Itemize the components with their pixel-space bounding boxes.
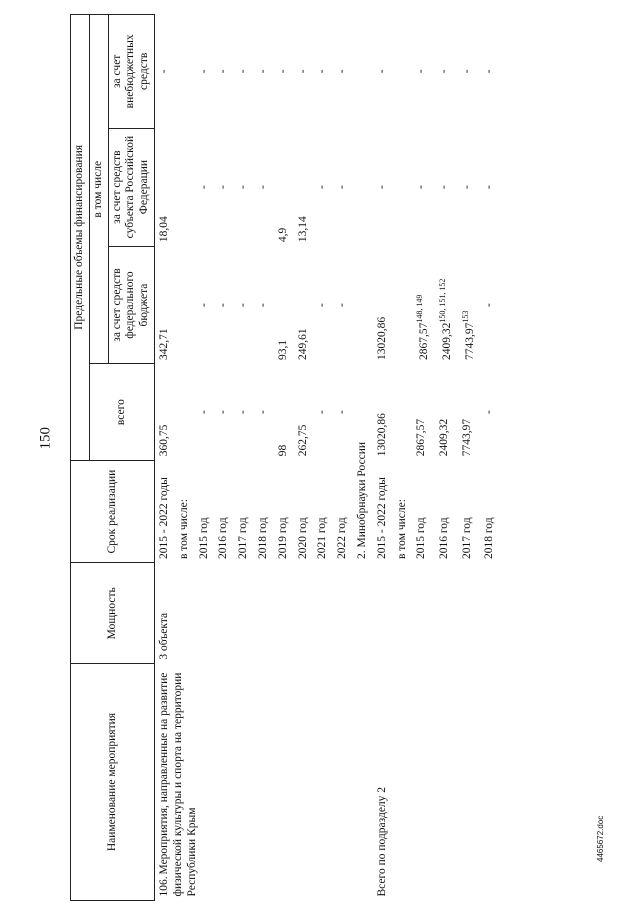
- footer-doc-name: 4465672.doc: [596, 815, 605, 862]
- item-regional: 18,04: [157, 216, 170, 243]
- year-extrabudget: -: [415, 69, 428, 74]
- year-regional: -: [237, 185, 250, 190]
- item-capacity: 3 объекта: [157, 612, 170, 660]
- year-extrabudget: -: [460, 69, 473, 74]
- year-federal: 93,1: [276, 339, 289, 360]
- year-federal: 2409,32$^{150, 151, 152}$: [437, 278, 453, 360]
- item-name: Мероприятия, направленные на развитие физической культуры и спорта на территории Республики Крым: [157, 672, 198, 897]
- year-total: 7743,97: [460, 418, 473, 457]
- year-regional: -: [483, 185, 496, 190]
- subtotal-regional: -: [375, 185, 388, 190]
- year-regional: -: [336, 185, 349, 190]
- table-container: [70, 14, 590, 901]
- year-extrabudget: -: [237, 69, 250, 74]
- year-regional: -: [316, 185, 329, 190]
- including-label: в том числе:: [177, 499, 190, 559]
- year-total: -: [483, 410, 496, 415]
- year-extrabudget: -: [483, 69, 496, 74]
- year-total: 2867,57: [415, 418, 428, 457]
- item-extrabudget: -: [157, 69, 170, 74]
- header-term: Срок реализации: [71, 460, 155, 563]
- rotated-table-frame: [70, 14, 590, 901]
- subtotal-total: 13020,86: [375, 413, 388, 457]
- year-federal: 7743,97$^{153}$: [460, 310, 476, 360]
- year-regional: -: [437, 185, 450, 190]
- year-label: 2018 год: [256, 517, 269, 559]
- year-federal: -: [256, 303, 269, 307]
- header-capacity: Мощность: [71, 563, 155, 664]
- header-extrabudget: за счет внебюджетных средств: [108, 15, 154, 129]
- year-label: 2022 год: [336, 517, 349, 559]
- year-total: -: [256, 410, 269, 415]
- year-total: 98: [276, 444, 289, 457]
- year-regional: 13,14: [296, 216, 309, 243]
- item-term: 2015 - 2022 годы: [157, 477, 170, 559]
- year-federal: -: [217, 303, 230, 307]
- year-total: -: [217, 410, 230, 415]
- year-federal: -: [316, 303, 329, 307]
- header-regional: за счет средств субъекта Российской Федерации: [108, 128, 154, 246]
- table-row: [353, 15, 373, 901]
- item-number: 106.: [157, 876, 170, 897]
- year-regional: -: [415, 185, 428, 190]
- item-federal: 342,71: [157, 328, 170, 360]
- year-extrabudget: -: [197, 69, 210, 74]
- year-label: 2018 год: [483, 517, 496, 559]
- year-label: 2017 год: [460, 517, 473, 559]
- header-funding-group: Предельные объемы финансирования: [71, 15, 90, 461]
- year-extrabudget: -: [296, 69, 309, 74]
- year-extrabudget: -: [316, 69, 329, 74]
- ministry-label: 2. Минобрнауки России: [355, 441, 368, 559]
- subtotal-name: Всего по подразделу 2: [375, 786, 388, 897]
- year-total: 262,75: [296, 424, 309, 457]
- item-106-name-cell: [154, 664, 352, 901]
- year-total: -: [336, 410, 349, 415]
- subtotal-term: 2015 - 2022 годы: [375, 477, 388, 559]
- year-regional: -: [256, 185, 269, 190]
- page-number: 150: [37, 427, 54, 450]
- year-extrabudget: -: [437, 69, 450, 74]
- year-federal: 249,61: [296, 328, 309, 360]
- year-label: 2021 год: [316, 517, 329, 559]
- year-total: -: [197, 410, 210, 415]
- year-label: 2015 год: [197, 517, 210, 559]
- year-extrabudget: -: [336, 69, 349, 74]
- year-federal: -: [336, 303, 349, 307]
- footnote-ref: 150, 151, 152: [437, 278, 447, 323]
- footnote-ref: 153: [460, 310, 470, 323]
- table-row: [154, 15, 174, 901]
- year-label: 2019 год: [276, 517, 289, 559]
- header-total: всего: [89, 364, 154, 460]
- year-regional: -: [460, 185, 473, 190]
- year-federal: -: [237, 303, 250, 307]
- header-federal: за счет средств федерального бюджета: [108, 246, 154, 364]
- year-extrabudget: -: [256, 69, 269, 74]
- year-label: 2015 год: [415, 517, 428, 559]
- year-regional: -: [217, 185, 230, 190]
- year-label: 2020 год: [296, 517, 309, 559]
- year-federal: -: [483, 303, 496, 307]
- year-regional: -: [197, 185, 210, 190]
- year-extrabudget: -: [217, 69, 230, 74]
- year-extrabudget: -: [276, 69, 289, 74]
- subtotal-federal: 13020,86: [375, 316, 388, 360]
- table-row: [373, 15, 393, 901]
- header-name: Наименование мероприятия: [71, 664, 155, 901]
- year-label: 2016 год: [217, 517, 230, 559]
- year-regional: 4,9: [276, 227, 289, 243]
- including-label: в том числе:: [395, 499, 408, 559]
- item-total: 360,75: [157, 424, 170, 457]
- year-label: 2016 год: [437, 517, 450, 559]
- year-total: 2409,32: [437, 418, 450, 457]
- year-total: -: [237, 410, 250, 415]
- footnote-ref: 148, 149: [415, 294, 425, 323]
- header-including: в том числе: [89, 15, 108, 364]
- financing-table: [70, 14, 500, 901]
- year-federal: -: [197, 303, 210, 307]
- year-federal: 2867,57$^{148, 149}$: [415, 294, 431, 360]
- year-total: -: [316, 410, 329, 415]
- subtotal-extrabudget: -: [375, 69, 388, 74]
- year-label: 2017 год: [237, 517, 250, 559]
